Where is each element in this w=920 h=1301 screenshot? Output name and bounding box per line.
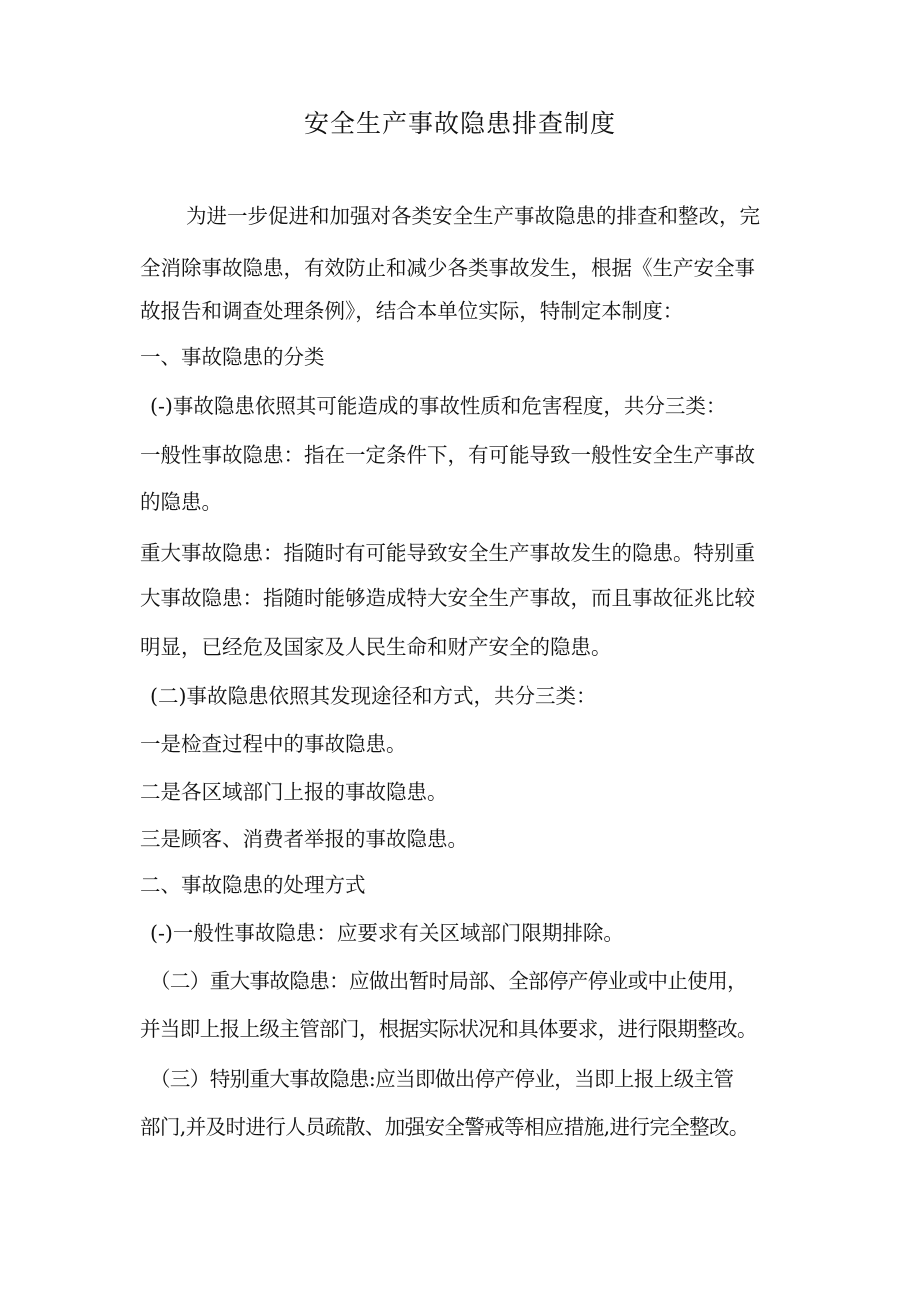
paragraph-line: 并当即上报上级主管部门，根据实际状况和具体要求，进行限期整改。 bbox=[140, 1017, 757, 1041]
section-heading: 二、事故隐患的处理方式 bbox=[140, 873, 366, 897]
paragraph-line: 大事故隐患：指随时能够造成特大安全生产事故，而且事故征兆比较 bbox=[140, 586, 755, 610]
list-item: 二是各区域部门上报的事故隐患。 bbox=[140, 780, 448, 804]
paragraph-line: 明显，已经危及国家及人民生命和财产安全的隐患。 bbox=[140, 635, 612, 659]
paragraph-line: 一般性事故隐患：指在一定条件下，有可能导致一般性安全生产事故 bbox=[140, 443, 755, 467]
subsection-heading: (-)一般性事故隐患：应要求有关区域部门限期排除。 bbox=[150, 921, 624, 945]
paragraph-line: 故报告和调查处理条例》，结合本单位实际，特制定本制度： bbox=[140, 299, 684, 323]
paragraph-line: 重大事故隐患：指随时有可能导致安全生产事故发生的隐患。特别重 bbox=[140, 541, 755, 565]
list-item: 三是顾客、消费者举报的事故隐患。 bbox=[140, 827, 468, 851]
section-heading: 一、事故隐患的分类 bbox=[140, 345, 325, 369]
paragraph-line: 全消除事故隐患，有效防止和减少各类事故发生，根据《生产安全事 bbox=[140, 256, 755, 280]
list-item: 一是检查过程中的事故隐患。 bbox=[140, 732, 407, 756]
paragraph-line: 为进一步促进和加强对各类安全生产事故隐患的排查和整改，完 bbox=[186, 204, 760, 228]
subsection-heading: （三）特别重大事故隐患:应当即做出停产停业，当即上报上级主管 bbox=[150, 1067, 734, 1091]
subsection-heading: （二）重大事故隐患：应做出暂时局部、全部停产停业或中止使用， bbox=[150, 969, 747, 993]
paragraph-line: 部门,并及时进行人员疏散、加强安全警戒等相应措施,进行完全整改。 bbox=[140, 1115, 749, 1139]
subsection-heading: (-)事故隐患依照其可能造成的事故性质和危害程度，共分三类： bbox=[150, 394, 727, 418]
paragraph-line: 的隐患。 bbox=[140, 490, 222, 514]
subsection-heading: (二)事故隐患依照其发现途径和方式，共分三类： bbox=[150, 684, 597, 708]
document-title: 安全生产事故隐患排查制度 bbox=[303, 109, 616, 138]
